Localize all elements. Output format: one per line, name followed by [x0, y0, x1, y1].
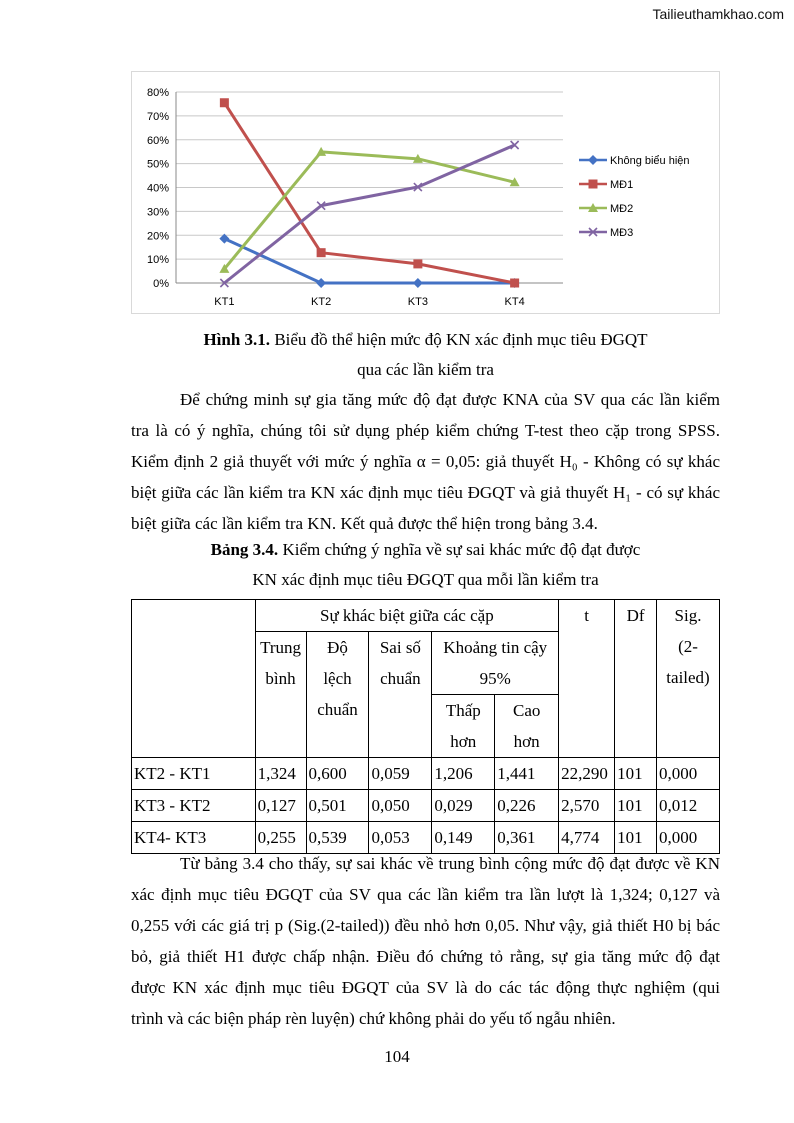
- data-point: [510, 279, 519, 288]
- table-cell: KT2 - KT1: [132, 758, 256, 790]
- table-caption-label: Bảng 3.4.: [210, 540, 279, 559]
- header-sig: [657, 600, 720, 758]
- paragraph-2-line: được KN xác định mục tiêu ĐGQT của SV là do các tác động thực nghiệm (qui: [131, 978, 720, 997]
- table-cell: 0,012: [657, 790, 720, 822]
- paragraph-1-line: tra là có ý nghĩa, chúng tôi sử dụng phép kiểm chứng T-test theo cặp trong SPSS.: [131, 421, 720, 440]
- header-sd: [306, 632, 369, 758]
- table-cell: 4,774: [559, 822, 615, 854]
- header-sd-line: chuẩn: [317, 700, 358, 719]
- paragraph-2: [131, 848, 720, 1034]
- table-cell: 0,226: [495, 790, 559, 822]
- y-tick-label: 80%: [146, 87, 169, 99]
- header-se: [369, 632, 432, 758]
- header-se-line: Sai số: [379, 638, 421, 657]
- table-row: [132, 758, 720, 790]
- header-empty-cell: [132, 600, 256, 758]
- paragraph-2-line: 0,255 với các giá trị p (Sig.(2-tailed)) đều nhỏ hơn 0,05. Như vậy, giả thiết H0 bị bác: [131, 916, 720, 935]
- figure-caption: [131, 330, 720, 350]
- x-tick-label: KT2: [311, 296, 332, 308]
- data-point: [413, 278, 423, 288]
- legend-label: MĐ2: [610, 203, 634, 215]
- paragraph-1-line: Kiểm định 2 giả thuyết với mức ý nghĩa α = 0,05: giả thuyết H₀ - Không có sự khác: [131, 452, 720, 471]
- table-caption-text: Kiểm chứng ý nghĩa về sự sai khác mức độ đạt được: [278, 540, 641, 559]
- chart-svg: [132, 72, 721, 315]
- header-ci-line: Khoảng tin cậy: [443, 638, 548, 657]
- header-sig-line: Sig.: [674, 606, 702, 625]
- table-caption: [131, 540, 720, 560]
- paragraph-2-line: Từ bảng 3.4 cho thấy, sự sai khác về trung bình cộng mức độ đạt được về KN: [180, 854, 720, 873]
- table-caption-line2: KN xác định mục tiêu ĐGQT qua mỗi lần kiểm tra: [252, 570, 599, 589]
- page-number: 104: [384, 1047, 410, 1066]
- header-ci-line: 95%: [479, 669, 511, 688]
- header-row: [132, 600, 720, 632]
- header-se-line: chuẩn: [380, 669, 421, 688]
- header-ci: [432, 632, 559, 695]
- table-cell: 0,000: [657, 758, 720, 790]
- line-chart: [131, 71, 720, 314]
- watermark: Tailieuthamkhao.com: [652, 6, 784, 22]
- x-tick-label: KT4: [504, 296, 525, 308]
- table-row: [132, 790, 720, 822]
- data-point: [220, 98, 229, 107]
- table-cell: 0,000: [657, 822, 720, 854]
- table-cell: 0,361: [495, 822, 559, 854]
- table-cell: 22,290: [559, 758, 615, 790]
- series-line: [224, 103, 514, 283]
- y-tick-label: 20%: [146, 230, 169, 243]
- y-tick-label: 70%: [146, 110, 169, 123]
- y-tick-label: 50%: [146, 158, 169, 171]
- ttest-table: [131, 599, 720, 854]
- data-point: [316, 278, 326, 288]
- figure-caption-label: Hình 3.1.: [203, 330, 271, 349]
- header-t: t: [559, 600, 615, 758]
- table-cell: 0,501: [306, 790, 369, 822]
- group-header: Sự khác biệt giữa các cặp: [255, 600, 559, 632]
- legend-marker: [589, 180, 598, 189]
- header-mean-line: bình: [265, 669, 296, 688]
- y-tick-label: 30%: [146, 206, 169, 219]
- header-mean-line: Trung: [260, 638, 302, 657]
- paragraph-2-line: xác định mục tiêu ĐGQT của SV qua các lần kiểm tra lần lượt là 1,324; 0,127 và: [131, 885, 720, 904]
- header-high: [495, 695, 559, 758]
- paragraph-1-line: Để chứng minh sự gia tăng mức độ đạt được KNA của SV qua các lần kiểm: [180, 390, 720, 409]
- table-cell: KT3 - KT2: [132, 790, 256, 822]
- header-sd-line: Độ: [327, 638, 348, 657]
- paragraph-2-line: trình và các biện pháp rèn luyện) chứ không phải do yếu tố ngẫu nhiên.: [131, 1009, 616, 1028]
- table-cell: 0,149: [432, 822, 495, 854]
- table-cell: KT4- KT3: [132, 822, 256, 854]
- table-cell: 1,206: [432, 758, 495, 790]
- table-cell: 0,029: [432, 790, 495, 822]
- table-cell: 0,127: [255, 790, 306, 822]
- paragraph-1-line: biệt giữa các lần kiểm tra KN xác định mục tiêu ĐGQT và giả thuyết H₁ - có sự khác: [131, 483, 720, 502]
- header-df: Df: [615, 600, 657, 758]
- header-low-line: hơn: [450, 732, 477, 751]
- y-tick-label: 40%: [146, 182, 169, 195]
- legend-label: MĐ3: [610, 227, 634, 239]
- data-point: [317, 248, 326, 257]
- paragraph-1-line: biệt giữa các lần kiểm tra KN. Kết quả được thể hiện trong bảng 3.4.: [131, 514, 598, 533]
- y-tick-label: 60%: [146, 134, 169, 147]
- figure-caption-text: Biểu đồ thể hiện mức độ KN xác định mục tiêu ĐGQT: [270, 330, 648, 349]
- figure-caption-line2: qua các lần kiểm tra: [357, 360, 494, 379]
- legend-label: MĐ1: [610, 179, 634, 191]
- header-sd-line: lệch: [323, 669, 352, 688]
- table-cell: 101: [615, 790, 657, 822]
- header-high-line: hơn: [513, 732, 540, 751]
- table-cell: 1,441: [495, 758, 559, 790]
- table-cell: 0,050: [369, 790, 432, 822]
- table-cell: 101: [615, 758, 657, 790]
- table-cell: 101: [615, 822, 657, 854]
- header-sig-line: tailed): [666, 668, 710, 687]
- table-cell: 0,539: [306, 822, 369, 854]
- y-tick-label: 10%: [146, 254, 169, 267]
- table-cell: 1,324: [255, 758, 306, 790]
- legend-marker: [588, 155, 598, 165]
- series-line: [224, 239, 514, 283]
- data-point: [413, 259, 422, 268]
- paragraph-2-line: bỏ, giả thiết H1 được chấp nhận. Điều đó chứng tỏ rằng, sự gia tăng mức độ đạt: [131, 947, 720, 966]
- x-tick-label: KT1: [214, 296, 235, 308]
- header-low: [432, 695, 495, 758]
- x-tick-label: KT3: [407, 296, 428, 308]
- y-tick-label: 0%: [153, 278, 169, 290]
- table-cell: 0,059: [369, 758, 432, 790]
- header-mean: [255, 632, 306, 758]
- header-high-line: Cao: [512, 701, 541, 720]
- header-sig-line: (2-: [678, 637, 698, 656]
- legend-label: Không biểu hiện: [610, 155, 690, 167]
- table-cell: 0,600: [306, 758, 369, 790]
- table-cell: 0,053: [369, 822, 432, 854]
- table-cell: 0,255: [255, 822, 306, 854]
- paragraph-1: [131, 384, 720, 539]
- header-low-line: Thấp: [445, 701, 481, 720]
- table-cell: 2,570: [559, 790, 615, 822]
